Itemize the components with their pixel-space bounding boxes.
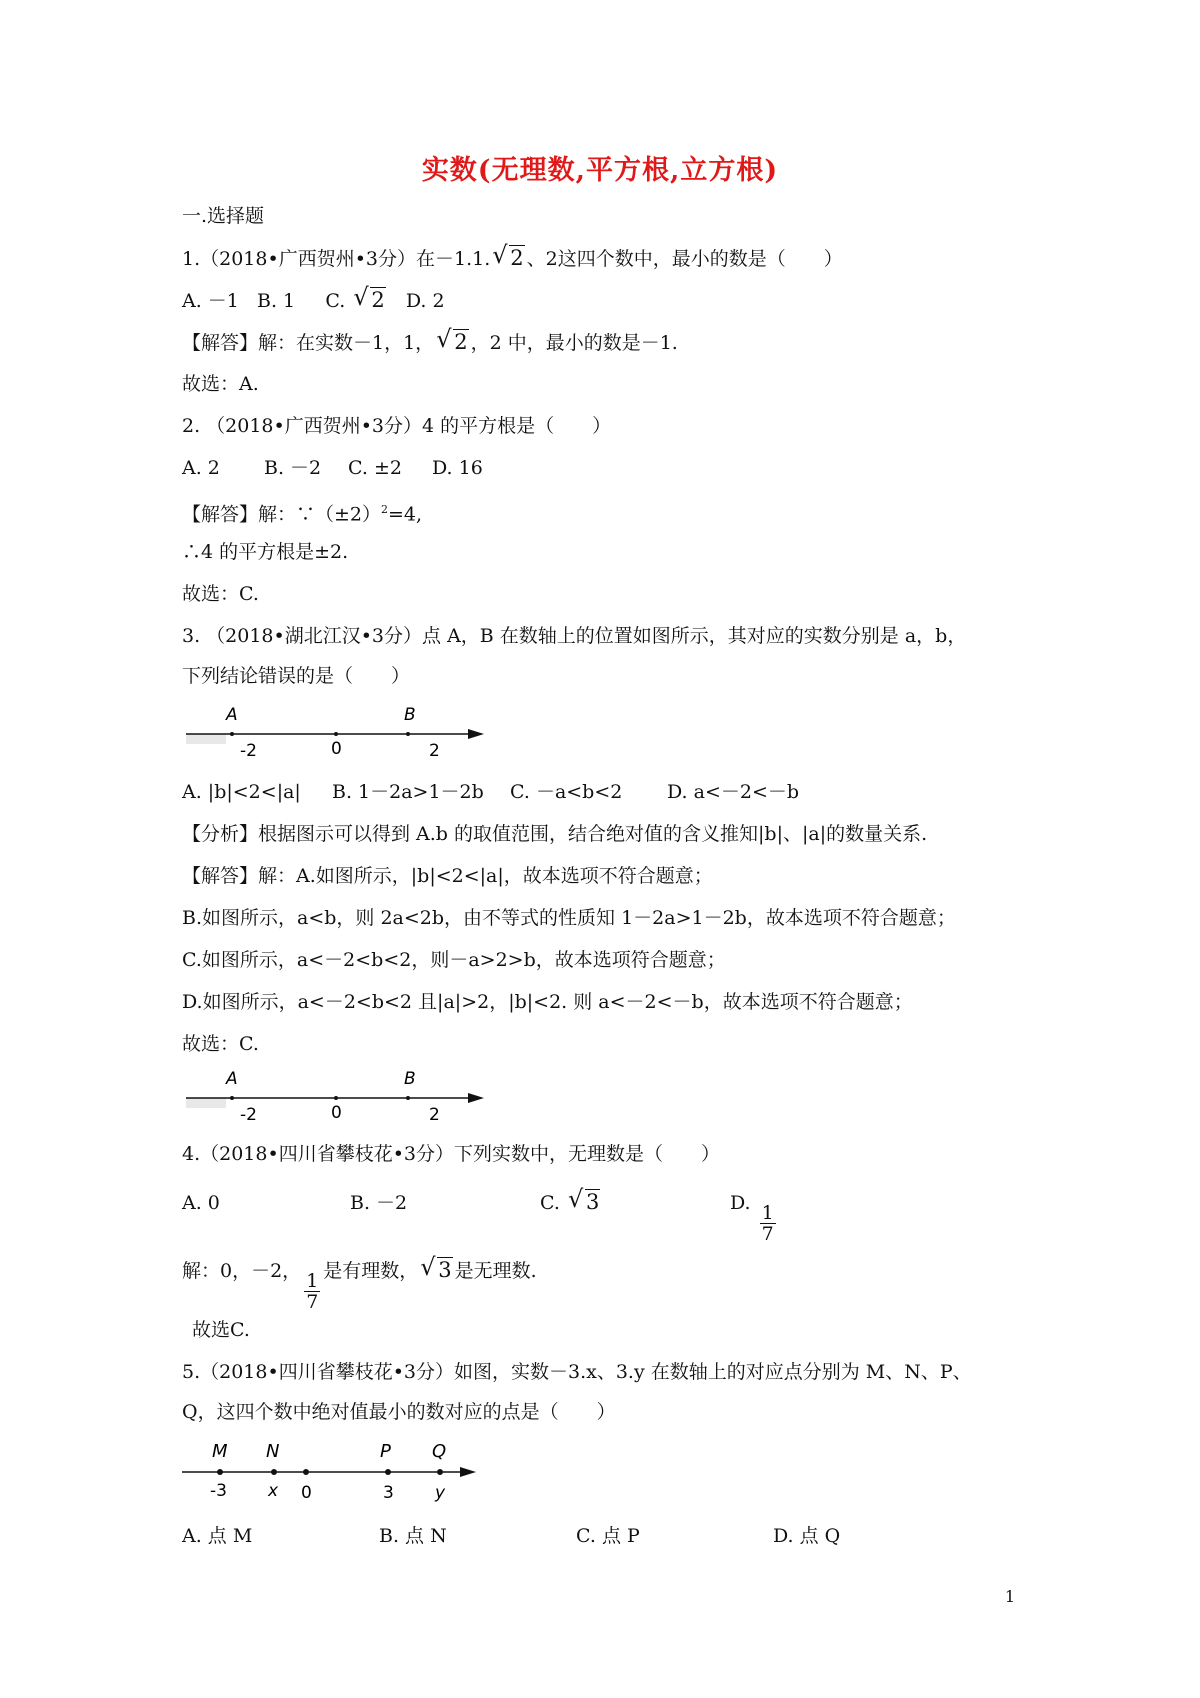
- axis-arrow-icon: [468, 1093, 484, 1103]
- q3-stem-line2: 下列结论错误的是（ ）: [182, 665, 411, 687]
- tick-2: 2: [429, 741, 440, 760]
- q4-answer: 解：0，－2， $\frac{1}{7}$ 是有理数，√ 3 是无理数.: [182, 1258, 537, 1312]
- point-b-label: B: [404, 1069, 416, 1089]
- point-n-label: N: [266, 1441, 280, 1462]
- q1-stem: 1.（2018•广西贺州•3分）在－1.1.√ 2 、2这四个数中，最小的数是（ ）: [182, 246, 843, 271]
- tick-0: 0: [331, 1103, 342, 1123]
- sqrt-symbol: √ 3: [420, 1258, 452, 1283]
- tick-n: x: [268, 1481, 279, 1501]
- point-p-dot: [385, 1469, 391, 1475]
- scan-noise: [186, 734, 226, 744]
- q1-option-c: C. √ 2: [325, 288, 387, 313]
- q2-options: [182, 456, 483, 480]
- point-n-dot: [271, 1469, 277, 1475]
- point-a-label: A: [226, 1069, 238, 1089]
- tick-0: 0: [301, 1483, 312, 1503]
- axis-arrow-icon: [460, 1467, 476, 1477]
- origin-dot: [303, 1469, 309, 1475]
- point-b-dot: [406, 1096, 410, 1100]
- q3-option-b: B. 1－2a>1－2b: [332, 781, 484, 803]
- q3-number-line-repeat: [186, 1064, 486, 1128]
- q2-option-c: C. ±2: [348, 457, 402, 479]
- q3-answer-c: C.如图所示，a<－2<b<2，则－a>2>b，故本选项符合题意；: [182, 949, 726, 971]
- fraction: $\frac{1}{7}$: [306, 1270, 319, 1313]
- sqrt-symbol: √ 3: [568, 1190, 600, 1215]
- q2-choice: 故选：C.: [182, 583, 259, 605]
- q3-answer-a: 【解答】解：A.如图所示，|b|<2<|a|，故本选项不符合题意；: [182, 865, 713, 887]
- page-title: 实数(无理数,平方根,立方根): [421, 155, 779, 186]
- q5-option-b: B. 点 N: [379, 1525, 447, 1547]
- tick-p: 3: [383, 1483, 394, 1503]
- q1-option-d: D. 2: [405, 290, 445, 312]
- q3-answer-d: D.如图所示，a<－2<b<2 且|a|>2，|b|<2. 则 a<－2<－b，故本选项不符合题意；: [182, 991, 913, 1013]
- q3-option-a: A. |b|<2<|a|: [182, 781, 301, 803]
- q4-option-c: C. √ 3: [540, 1190, 730, 1215]
- fraction: $\frac{1}{7}$: [761, 1202, 774, 1245]
- origin-dot: [334, 732, 338, 736]
- q3-number-line: [186, 700, 486, 764]
- tick-q: y: [435, 1483, 446, 1503]
- point-q-label: Q: [432, 1441, 447, 1462]
- point-a-label: A: [226, 705, 238, 725]
- sqrt-symbol: √ 2: [492, 246, 524, 271]
- q4-stem: 4.（2018•四川省攀枝花•3分）下列实数中，无理数是（ ）: [182, 1143, 720, 1165]
- q3-stem-line1: 3. （2018•湖北江汉•3分）点 A，B 在数轴上的位置如图所示，其对应的实数分别是 a，b，: [182, 625, 967, 647]
- q4-choice: 故选C.: [192, 1319, 250, 1341]
- q4-option-b: B. －2: [350, 1192, 408, 1214]
- q5-option-c: C. 点 P: [576, 1525, 640, 1547]
- tick-m: -3: [210, 1481, 227, 1501]
- q5-stem-line1: 5.（2018•四川省攀枝花•3分）如图，实数－3.x、3.y 在数轴上的对应点分别为 M、N、P、: [182, 1361, 972, 1383]
- q1-options: [182, 288, 445, 313]
- q4-options: [182, 1190, 779, 1244]
- sqrt-symbol: √ 2: [436, 330, 468, 355]
- q2-option-b: B. －2: [264, 457, 322, 479]
- sqrt-symbol: √ 2: [353, 288, 385, 313]
- tick-0: 0: [331, 739, 342, 759]
- q2-option-a: A. 2: [182, 457, 220, 479]
- q2-stem: 2. （2018•广西贺州•3分）4 的平方根是（ ）: [182, 415, 612, 437]
- tick-2: 2: [429, 1105, 440, 1124]
- q1-answer: 【解答】解：在实数－1，1，√ 2 ，2 中，最小的数是－1.: [182, 330, 678, 355]
- q3-option-c: C. －a<b<2: [510, 781, 623, 803]
- q4-option-a: A. 0: [182, 1192, 220, 1214]
- section-heading: 一.选择题: [182, 205, 265, 227]
- point-q-dot: [437, 1469, 443, 1475]
- q4-option-d: D. $\frac{1}{7}$: [730, 1192, 774, 1245]
- q3-options: [182, 780, 799, 804]
- q2-answer: 【解答】解：$\because(\pm 2)^2=4$,: [182, 503, 423, 526]
- q5-stem-line2: Q，这四个数中绝对值最小的数对应的点是（ ）: [182, 1401, 616, 1423]
- point-a-dot: [230, 732, 234, 736]
- tick-neg2: -2: [240, 1105, 257, 1124]
- point-p-label: P: [380, 1441, 391, 1462]
- q3-choice: 故选：C.: [182, 1033, 259, 1055]
- q5-option-d: D. 点 Q: [773, 1525, 841, 1547]
- q2-answer-therefore: ∴4 的平方根是±2.: [182, 541, 349, 563]
- page-number: 1: [1004, 1587, 1015, 1606]
- q5-options: [182, 1524, 840, 1548]
- point-b-label: B: [404, 705, 416, 725]
- point-m-label: M: [212, 1441, 228, 1462]
- origin-dot: [334, 1096, 338, 1100]
- point-m-dot: [217, 1469, 223, 1475]
- q3-answer-b: B.如图所示，a<b，则 2a<2b，由不等式的性质知 1－2a>1－2b，故本选项不符合题意；: [182, 907, 956, 929]
- q2-option-d: D. 16: [432, 457, 483, 479]
- point-b-dot: [406, 732, 410, 736]
- q1-option-b: B. 1: [257, 290, 296, 312]
- q3-analysis: 【分析】根据图示可以得到 A.b 的取值范围，结合绝对值的含义推知|b|、|a|的数量关系.: [182, 823, 928, 845]
- q1-choice: 故选：A.: [182, 373, 259, 395]
- q1-option-a: A. －1: [182, 290, 239, 312]
- q3-option-d: D. a<－2<－b: [667, 781, 800, 803]
- point-a-dot: [230, 1096, 234, 1100]
- q5-number-line: [182, 1436, 482, 1510]
- axis-arrow-icon: [468, 729, 484, 739]
- scan-noise: [186, 1098, 226, 1108]
- tick-neg2: -2: [240, 741, 257, 760]
- q5-option-a: A. 点 M: [182, 1525, 253, 1547]
